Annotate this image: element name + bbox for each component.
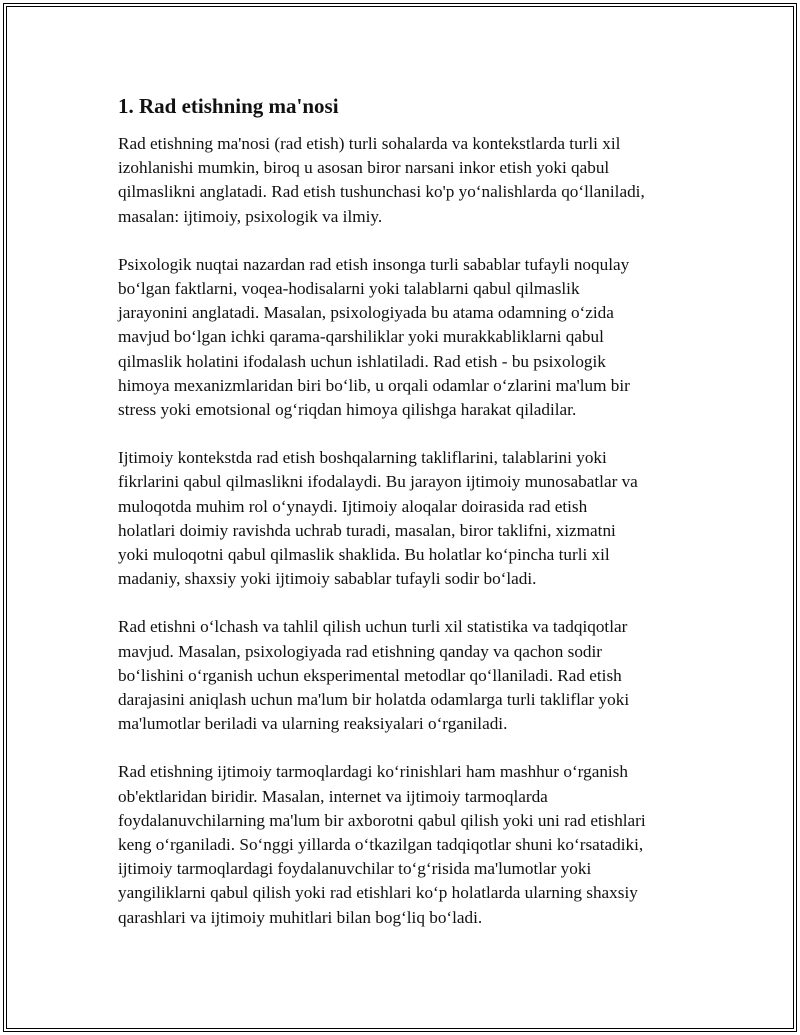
paragraph-line: yangiliklarni qabul qilish yoki rad etishlari ko‘p holatlarda ularning shaxsiy <box>118 883 638 903</box>
paragraph-line: jarayonini anglatadi. Masalan, psixologiyada bu atama odamning o‘zida <box>118 303 614 323</box>
paragraph-line: yoki muloqotni qabul qilmaslik shaklida. Bu holatlar ko‘pincha turli xil <box>118 545 610 565</box>
paragraph-line: bo‘lishini o‘rganish uchun eksperimental metodlar qo‘llaniladi. Rad etish <box>118 665 622 685</box>
paragraph-line: keng o‘rganiladi. So‘nggi yillarda o‘tkazilgan tadqiqotlar shuni ko‘rsatadiki, <box>118 835 644 855</box>
paragraph-line: ob'ektlaridan biridir. Masalan, internet va ijtimoiy tarmoqlarda <box>118 786 548 806</box>
paragraph-line: Rad etishning ijtimoiy tarmoqlardagi ko‘rinishlari ham mashhur o‘rganish <box>118 762 628 782</box>
paragraph-line: foydalanuvchilarning ma'lum bir axborotni qabul qilish yoki uni rad etishlari <box>118 810 646 830</box>
paragraph-line: Psixologik nuqtai nazardan rad etish insonga turli sabablar tufayli noqulay <box>118 254 630 274</box>
paragraph-line: masalan: ijtimoiy, psixologik va ilmiy. <box>118 206 383 226</box>
paragraph-line: bo‘lgan faktlarni, voqea-hodisalarni yoki talablarni qabul qilmaslik <box>118 279 580 299</box>
paragraph-line: madaniy, shaxsiy yoki ijtimoiy sabablar tufayli sodir bo‘ladi. <box>118 569 537 589</box>
paragraph-line: Ijtimoiy kontekstda rad etish boshqalarning takliflarini, talablarini yoki <box>118 448 607 468</box>
paragraph-line: Rad etishni o‘lchash va tahlil qilish uchun turli xil statistika va tadqiqotlar <box>118 617 628 637</box>
paragraph-line: darajasini aniqlash uchun ma'lum bir holatda odamlarga turli takliflar yoki <box>118 690 630 710</box>
paragraph-line: izohlanishi mumkin, biroq u asosan biror narsani inkor etish yoki qabul <box>118 158 610 178</box>
paragraph-1 <box>118 132 698 229</box>
section-heading: 1. Rad etishning ma'nosi <box>118 94 339 118</box>
paragraph-line: fikrlarini qabul qilmaslikni ifodalaydi. Bu jarayon ijtimoiy munosabatlar va <box>118 472 638 492</box>
paragraph-line: stress yoki emotsional og‘riqdan himoya qilishga harakat qiladilar. <box>118 400 577 420</box>
paragraph-line: qilmaslik holatini ifodalash uchun ishlatiladi. Rad etish - bu psixologik <box>118 351 606 371</box>
paragraph-line: mavjud bo‘lgan ichki qarama-qarshiliklar yoki murakkabliklarni qabul <box>118 327 604 347</box>
paragraph-3 <box>118 446 698 591</box>
document-body <box>118 92 698 954</box>
paragraph-line: ma'lumotlar beriladi va ularning reaksiyalari o‘rganiladi. <box>118 714 508 734</box>
paragraph-line: holatlari doimiy ravishda uchrab turadi, masalan, biror taklifni, xizmatni <box>118 520 616 540</box>
paragraph-line: Rad etishning ma'nosi (rad etish) turli sohalarda va kontekstlarda turli xil <box>118 134 621 153</box>
paragraph-2 <box>118 253 698 422</box>
paragraph-line: himoya mexanizmlaridan biri bo‘lib, u orqali odamlar o‘zlarini ma'lum bir <box>118 375 630 395</box>
paragraph-5 <box>118 760 698 929</box>
paragraph-4 <box>118 615 698 736</box>
paragraph-line: mavjud. Masalan, psixologiyada rad etishning qanday va qachon sodir <box>118 641 603 661</box>
paragraph-line: ijtimoiy tarmoqlardagi foydalanuvchilar to‘g‘risida ma'lumotlar yoki <box>118 859 592 879</box>
paragraph-line: muloqotda muhim rol o‘ynaydi. Ijtimoiy aloqalar doirasida rad etish <box>118 496 588 516</box>
paragraph-line: qilmaslikni anglatadi. Rad etish tushunchasi ko'p yo‘nalishlarda qo‘llaniladi, <box>118 182 645 202</box>
paragraph-line: qarashlari va ijtimoiy muhitlari bilan bog‘liq bo‘ladi. <box>118 907 483 927</box>
